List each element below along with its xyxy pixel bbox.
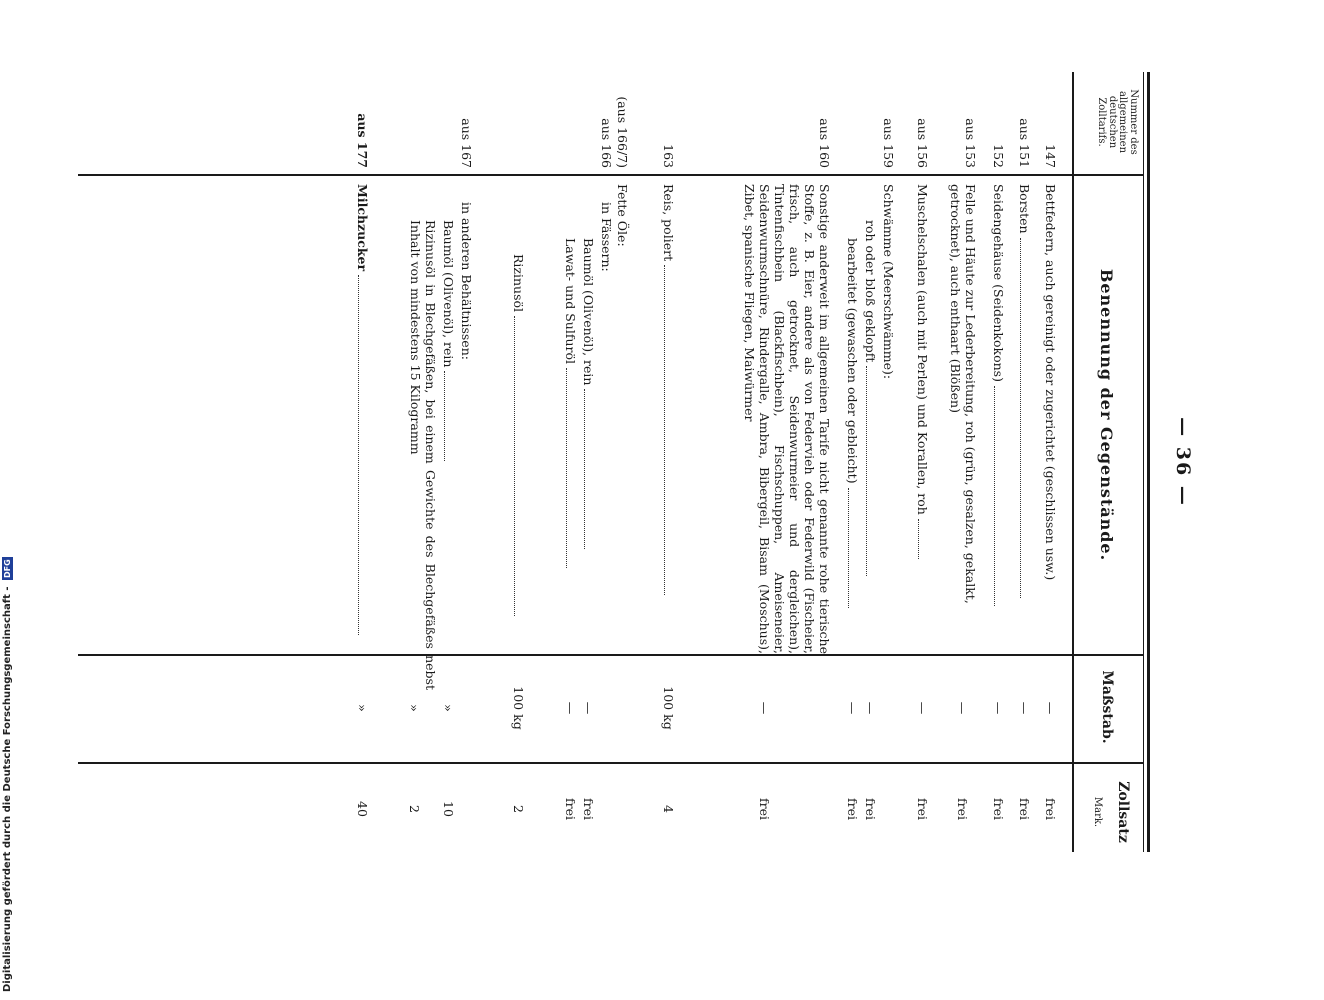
row-measure: — xyxy=(845,701,860,715)
row-duty: frei xyxy=(845,798,860,820)
row-measure: — xyxy=(915,701,930,715)
row-description: Sonstige anderweit im allgemeinen Tarife nicht genannte rohe tierische Stoffe, z. B. Eier, andere als von Federvieh oder Federwild (Fischeier, frisch, auch getrocknet, Seidenwurmeier und dergleichen), Tintenfischbein (Blackfischbein), Fischschuppen, Ameiseneier, Seidenwurmschnüre, Rindergalle, Ambra, Bibergeil, Bisam (Moschus), Zibet, spanische Fliegen, Maiwürmer xyxy=(742,184,832,654)
row-duty: frei xyxy=(955,798,970,820)
row-measure: — xyxy=(1017,701,1032,715)
row-duty: frei xyxy=(863,798,878,820)
row-description: Baumöl (Olivenöl), rein xyxy=(581,184,596,708)
row-measure: » xyxy=(355,704,370,712)
row-duty: 10 xyxy=(441,801,456,817)
header-number: Nummer des allgemeinen deutschen Zolltarifs. xyxy=(1096,89,1139,155)
row-measure: 100 kg xyxy=(661,686,676,730)
row-measure: » xyxy=(407,704,422,712)
row-number: 147 xyxy=(1043,144,1058,168)
row-duty: frei xyxy=(1043,798,1058,820)
header-duty-unit: Mark. xyxy=(1092,796,1103,828)
row-description: Reis, poliert xyxy=(661,184,676,654)
row-description: Seidengehäuse (Seidenkokons) xyxy=(991,184,1006,654)
row-description: roh oder bloß geklopft xyxy=(863,184,878,690)
row-description: in anderen Behältnissen: xyxy=(459,202,474,360)
col-rule-1 xyxy=(78,174,1144,176)
row-number: aus 153 xyxy=(963,118,978,168)
row-number: (aus 166/7) xyxy=(615,96,630,168)
row-number: 163 xyxy=(661,144,676,168)
row-description: Lawat- und Sulfuröl xyxy=(563,184,578,708)
row-measure: — xyxy=(757,701,772,715)
row-description: Felle und Häute zur Lederbereitung, roh (grün, gesalzen, gekalkt, getrocknet), auch enthaart (Blößen) xyxy=(948,184,978,604)
row-number: aus 177 xyxy=(355,113,370,168)
dfg-logo: DFG xyxy=(3,559,12,578)
row-measure: — xyxy=(1043,701,1058,715)
page-number: — 36 — xyxy=(1172,417,1194,507)
row-description: Bettfedern, auch gereinigt oder zugerichtet (geschlissen usw.) xyxy=(1043,184,1058,581)
header-measure: Maßstab. xyxy=(1099,670,1115,744)
row-description: bearbeitet (gewaschen oder gebleicht) xyxy=(845,184,860,708)
row-description: Borsten xyxy=(1017,184,1032,654)
row-number: aus 156 xyxy=(915,118,930,168)
row-number: 152 xyxy=(991,144,1006,168)
row-duty: 2 xyxy=(511,805,526,813)
row-measure: — xyxy=(863,701,878,715)
row-measure: » xyxy=(441,704,456,712)
row-description: Milchzucker xyxy=(355,184,370,654)
row-number: aus 159 xyxy=(881,118,896,168)
col-rule-3 xyxy=(78,762,1144,764)
header-rule xyxy=(1072,72,1074,852)
row-duty: frei xyxy=(991,798,1006,820)
row-measure: — xyxy=(581,701,596,715)
row-duty: frei xyxy=(915,798,930,820)
row-measure: — xyxy=(955,701,970,715)
rotated-tariff-page xyxy=(78,72,1202,852)
row-duty: 40 xyxy=(355,801,370,817)
row-description: Muschelschalen (auch mit Perlen) und Korallen, roh xyxy=(915,184,930,654)
row-measure: 100 kg xyxy=(511,686,526,730)
row-number: aus 151 xyxy=(1017,118,1032,168)
header-duty: Zollsatz xyxy=(1115,781,1131,843)
row-duty: frei xyxy=(563,798,578,820)
row-duty: frei xyxy=(1017,798,1032,820)
row-description: in Fässern: xyxy=(599,202,614,272)
row-description: Fette Öle: xyxy=(615,184,630,247)
row-number: aus 167 xyxy=(459,118,474,168)
credit-text: Digitalisierung gefördert durch die Deutsche Forschungsgemeinschaft - xyxy=(2,586,13,992)
row-measure: — xyxy=(563,701,578,715)
row-description: Schwämme (Meerschwämme): xyxy=(881,184,896,380)
row-duty: 4 xyxy=(661,805,676,813)
row-duty: frei xyxy=(581,798,596,820)
row-measure: — xyxy=(991,701,1006,715)
row-number: aus 160 xyxy=(817,118,832,168)
row-duty: frei xyxy=(757,798,772,820)
row-description: Rizinusöl in Blechgefäßen, bei einem Gewichte des Blechgefäßes nebst Inhalt von mindestens 15 Kilogramm xyxy=(408,220,438,690)
row-description: Rizinusöl xyxy=(511,184,526,724)
row-description: Baumöl (Olivenöl), rein xyxy=(441,184,456,690)
row-number: aus 166 xyxy=(599,118,614,168)
header-description: Benennung der Gegenstände. xyxy=(1097,268,1116,562)
top-rule-thin xyxy=(1143,72,1144,852)
digitization-credit xyxy=(2,559,18,992)
row-duty: 2 xyxy=(407,805,422,813)
top-rule-thick xyxy=(1147,72,1150,852)
